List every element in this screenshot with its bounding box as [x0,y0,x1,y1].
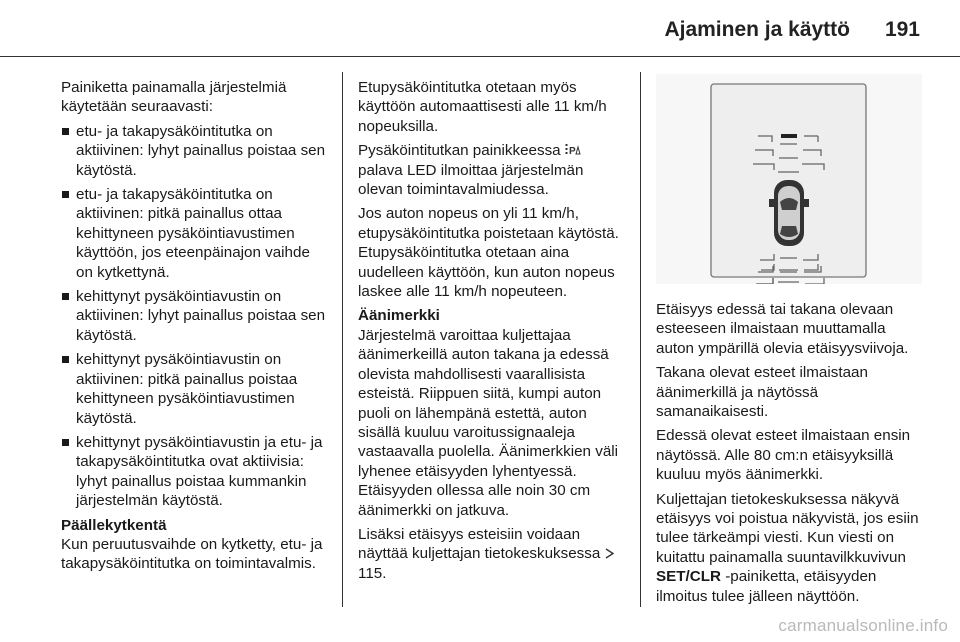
paragraph [358,525,628,583]
paragraph: Edessä olevat esteet ilmaistaan ensin näytössä. Alle 80 cm:n etäisyyksillä kuuluu myös äänimerkki. [656,427,911,484]
parking-display-icon [656,74,922,284]
paragraph [656,490,924,606]
paragraph-text: -painiketta, etäisyyden ilmoitus tulee jälleen näyttöön. [656,568,877,605]
column-2 [358,78,628,588]
list-item: kehittynyt pysäköintiavustin ja etu- ja takapysäköintitutka ovat aktiivisia: lyhyt painallus poistaa kummankin järjestelmän käytöstä. [61,433,327,511]
column-divider [640,72,641,607]
set-clr-key-label: SET/CLR [656,568,721,586]
paragraph: Takana olevat esteet ilmaistaan äänimerkillä ja näytössä samanaikaisesti. [656,364,868,421]
section-heading: Äänimerkki [358,307,440,325]
paragraph [358,141,628,199]
list-item: kehittynyt pysäköintiavustin on aktiivinen: pitkä painallus poistaa kehittyneen pysäköintiavustimen käytöstä. [61,350,327,428]
watermark: carmanualsonline.info [778,616,948,635]
paragraph-text: Kuljettajan tietokeskuksessa näkyvä etäisyys voi poistua näkyvistä, jos esiin tulee tärkeämpi viesti. Kun viesti on kuitattu painamalla suuntavilkkuvivun [656,490,919,566]
paragraph: Etupysäköintitutka otetaan myös käyttöön automaattisesti alle 11 km/h nopeuksilla. [358,79,607,135]
paragraph: Kun peruutusvaihde on kytketty, etu- ja takapysäköintitutka on toimintavalmis. [61,535,323,573]
paragraph-text: palava LED ilmoittaa järjestelmän olevan toimintavalmiudessa. [358,161,584,199]
page-reference-icon [605,545,615,556]
page-reference: 115. [358,564,387,582]
paragraph: Järjestelmä varoittaa kuljettajaa äänimerkeillä auton takana ja edessä olevista mahdollisesti vaarallisista esteistä. Riippuen siitä, kumpi auton puoli on lähempänä estettä, auton sisällä kuuluu varoitussignaaleja vastaavalla puolella. Äänimerkkien väli lyhenee etäisyyden lyhentyessä. Etäisyyden ollessa alle noin 30 cm äänimerkki on jatkuva. [358,326,619,519]
header-rule [0,56,960,57]
svg-text:P: P [568,146,576,158]
paragraph: Etäisyys edessä tai takana olevaan esteeseen ilmaistaan muuttamalla auton ympärillä olevia etäisyysviivoja. [656,301,909,357]
paragraph-text: Lisäksi etäisyys esteisiin voidaan näyttää kuljettajan tietokeskuksessa [358,525,601,563]
paragraph: Jos auton nopeus on yli 11 km/h, etupysäköintitutka poistetaan käytöstä. Etupysäköintitutka otetaan aina uudelleen käyttöön, kun auton nopeus laskee alle 11 km/h nopeuteen. [358,205,619,301]
intro-paragraph: Painiketta painamalla järjestelmiä käytetään seuraavasti: [61,79,287,116]
mode-list [61,122,327,511]
page-header [0,0,960,56]
column-3 [656,300,924,611]
list-item: etu- ja takapysäköintitutka on aktiivinen: pitkä painallus ottaa kehittyneen pysäköintiavustimen käyttöön, jos eteenpäinajon vaihde on kytkettynä. [61,185,327,282]
list-item: etu- ja takapysäköintitutka on aktiivinen: lyhyt painallus poistaa sen käytöstä. [61,122,327,180]
page-number: 191 [884,18,920,41]
section-heading: Päällekytkentä [61,516,167,534]
paragraph-text: Pysäköintitutkan painikkeessa [358,142,561,160]
list-item: kehittynyt pysäköintiavustin on aktiivinen: lyhyt painallus poistaa sen käytöstä. [61,287,327,345]
parking-button-icon [565,143,581,157]
column-1 [61,78,327,579]
section-title: Ajaminen ja käyttö [664,18,850,41]
column-divider [342,72,343,607]
parking-display-figure [656,74,922,284]
